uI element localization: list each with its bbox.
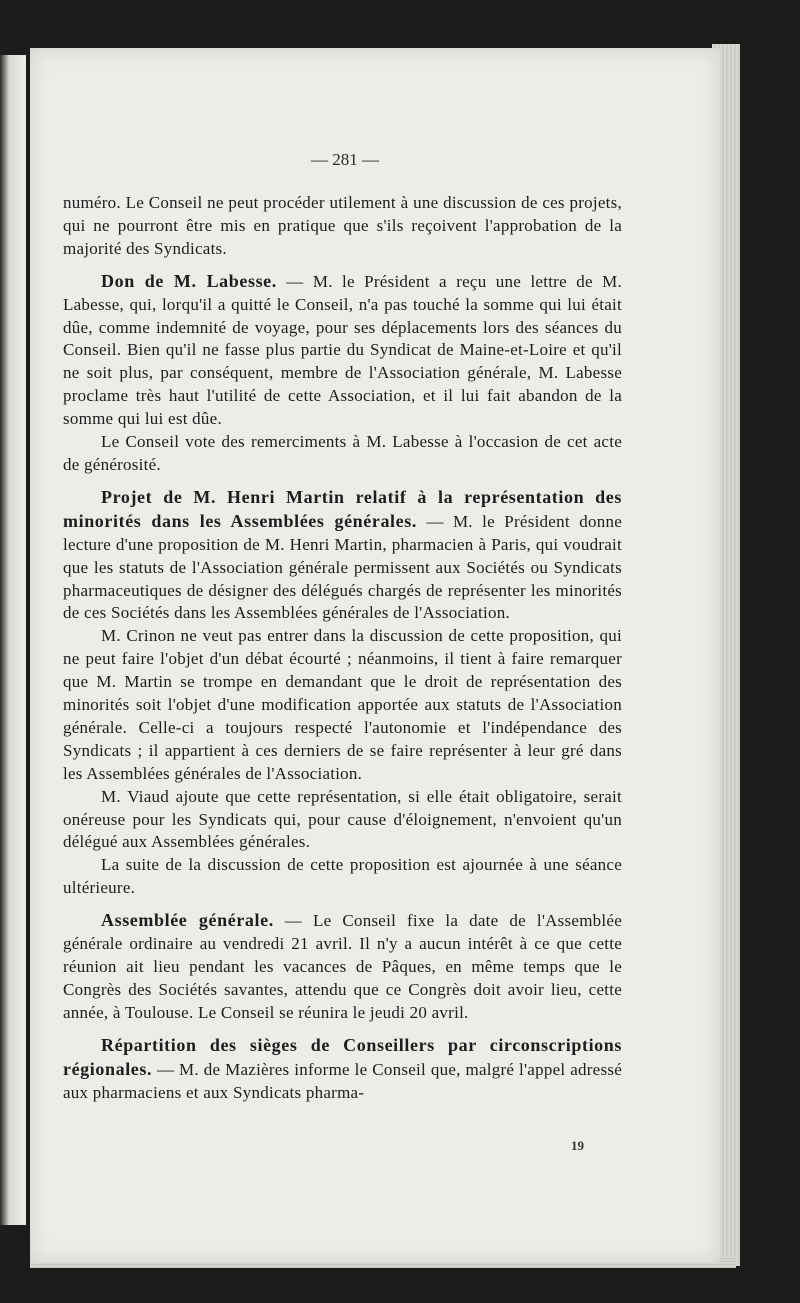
paragraph [63,192,622,261]
paragraph [63,854,622,900]
section-heading: Don de M. Labesse. [101,270,277,291]
paragraph [63,431,622,477]
section-paragraph [63,486,622,625]
paragraph-text: — M. le Président a reçu une lettre de M. Labesse, qui, lorqu'il a quitté le Conseil, n'a pas touché la somme qui lui était dûe, comme indemnité de voyage, pour ses déplacements lors des séances du Conseil. Bien qu'il ne fasse plus partie du Syndicat de Maine-et-Loire et qu'il ne soit plus, par conséquent, membre de l'Association générale, M. Labesse proclame très haut l'utilité de cette Association, et il lui fait abandon de la somme qui lui est dûe. [63,271,622,429]
section-heading: Assemblée générale. [101,910,274,931]
page-text [63,192,622,1104]
section-paragraph [63,909,622,1025]
paragraph [63,786,622,855]
paragraph-text: — M. le Président donne lecture d'une proposition de M. Henri Martin, pharmacien à Paris, qui voudrait que les statuts de l'Association générale permissent aux Sociétés ou Syndicats pharmaceutiques de désigner des délégués chargés de représenter les minorités de ces Sociétés dans les Assemblées générales de l'Association. [63,511,622,623]
paragraph-text: M. Viaud ajoute que cette représentation, si elle était obligatoire, serait onéreuse pour les Syndicats qui, pour cause d'éloignement, n'envoient qu'un délégué aux Assemblées générales. [63,786,622,852]
page-number: — 281 — [311,150,379,169]
left-page-edge [0,55,26,1225]
paragraph-text: La suite de la discussion de cette proposition est ajournée à une séance ultérieure. [63,855,622,898]
section-paragraph [63,1034,622,1105]
section-paragraph [63,270,622,431]
section-heading: Projet de M. Henri Martin relatif à la représentation des minorités dans les Assemblées générales. [63,486,622,531]
section-heading: Répartition des sièges de Conseillers par circonscriptions régionales. [63,1034,622,1079]
paragraph-text: M. Crinon ne veut pas entrer dans la discussion de cette proposition, qui ne peut faire l'objet d'un débat écourté ; néanmoins, il tient à faire remarquer que M. Martin se trompe en demandant que le droit de représentation des minorités soit l'objet d'une modification apportée aux statuts de l'Association générale. Celle-ci a toujours respecté l'autonomie et l'indépendance des Syndicats ; il appartient à ces derniers de se faire représenter à leur gré dans les Assemblées générales de l'Association. [63,626,622,783]
paragraph-text: — Le Conseil fixe la date de l'Assemblée générale ordinaire au vendredi 21 avril. Il n'y a aucun intérêt à ce que cette réunion ait lieu pendant les vacances de Pâques, en même temps que le Congrès des Sociétés savantes, attendu que ce Congrès doit avoir lieu, cette année, à Toulouse. Le Conseil se réunira le jeudi 20 avril. [63,911,622,1022]
paragraph-text: — M. de Mazières informe le Conseil que, malgré l'appel adressé aux pharmaciens et aux Syndicats pharma- [63,1059,622,1102]
paragraph [63,625,622,785]
paragraph-text: Le Conseil vote des remerciments à M. Labesse à l'occasion de cet acte de générosité. [63,432,622,474]
paragraph-text: numéro. Le Conseil ne peut procéder utilement à une discussion de ces projets, qui ne pourront être mis en pratique que s'ils reçoivent l'approbation de la majorité des Syndicats. [63,193,622,258]
signature-mark: 19 [571,1138,584,1153]
